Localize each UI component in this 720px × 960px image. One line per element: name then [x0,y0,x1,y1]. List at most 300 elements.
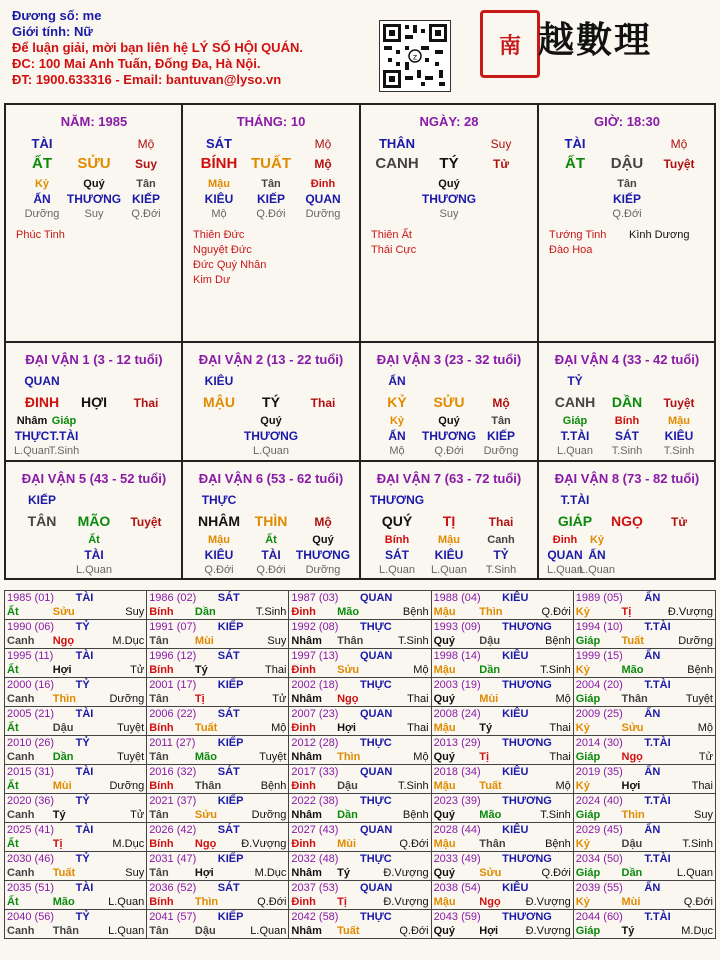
hidden-ten-god: KIÊU [204,192,234,206]
year-stem: Mậu [433,780,456,792]
year-branch: Dần [194,606,216,618]
year-label: 2023 (39) [433,795,481,807]
year-stage: M.Dục [254,867,287,879]
year-cell [147,910,289,939]
luck-ten-god: T.TÀI [560,493,590,507]
year-stage: Bệnh [402,809,429,821]
luck-hidden-stage: L.Quan [75,564,113,576]
luck-hidden-stage: Q.Đới [434,445,464,457]
year-ten-god: KIÊU [502,592,529,604]
luck-ten-god: THƯƠNG [369,493,425,507]
year-cell [5,678,147,707]
year-stem: Bính [149,722,174,734]
year-stage: Q.Đới [541,867,571,879]
year-ten-god: ẤN [644,766,661,778]
luck-hidden-ten-god: TÀI [84,548,104,562]
luck-stem: ĐINH [24,394,60,410]
year-cell [289,794,431,823]
year-cell [147,620,289,649]
year-stage: Đ.Vượng [525,925,571,937]
hidden-stem: Kỷ [34,178,50,190]
year-branch: Dần [621,867,643,879]
annual-luck-table [4,590,716,939]
red-seal-logo: 南 [480,10,540,78]
year-branch: Mùi [621,896,641,908]
luck-hidden-stem: Bính [384,534,410,546]
year-stage: Tuyệt [685,693,713,705]
year-stage: M.Dục [681,925,713,937]
year-label: 2044 (60) [575,911,623,923]
year-label: 2012 (28) [291,737,339,749]
year-label: 1986 (02) [149,592,197,604]
year-ten-god: KIÊU [502,766,529,778]
year-stage: Q.Đới [683,896,713,908]
special-star: Nguyệt Đức [193,244,252,256]
year-branch: Ngọ [479,896,501,908]
year-stem: Tân [149,809,169,821]
earthly-branch: DẬU [610,155,644,172]
luck-branch: NGỌ [611,513,643,529]
luck-hidden-stage: Q.Đới [204,564,234,576]
hidden-stage: Q.Đới [612,208,642,220]
luck-hidden-stem: Đinh [552,534,578,546]
year-stem: Quý [433,693,455,705]
year-label: 2009 (25) [575,708,623,720]
luck-stem: TÂN [27,513,57,529]
year-ten-god: T.TÀI [644,911,671,923]
year-label: 2037 (53) [291,882,339,894]
luck-hidden-stem: Giáp [51,415,77,427]
year-label: 2031 (47) [149,853,197,865]
year-stage: Suy [125,606,145,618]
year-branch: Mùi [52,780,72,792]
year-stage: Bệnh [545,838,571,850]
year-stage: L.Quan [250,925,287,937]
year-stage: Q.Đới [257,896,287,908]
year-branch: Tị [194,693,205,705]
year-label: 2000 (16) [7,679,55,691]
year-label: 2040 (56) [7,911,55,923]
year-branch: Thìn [479,606,503,618]
year-stem: Giáp [575,809,601,821]
year-branch: Tuất [621,635,644,647]
year-stem: Giáp [575,867,601,879]
year-stem: Quý [433,751,455,763]
year-cell [431,678,573,707]
year-cell [289,823,431,852]
branch-stage: Suy [134,157,158,171]
pillar-title: THÁNG: 10 [236,114,306,129]
year-stem: Nhâm [291,693,322,705]
year-cell [5,794,147,823]
year-branch: Tý [337,867,350,879]
hidden-stage: Mộ [211,208,227,220]
year-label: 1987 (03) [291,592,339,604]
year-ten-god: ẤN [644,824,661,836]
year-ten-god: QUAN [359,882,393,894]
hidden-ten-god: KIẾP [131,192,161,206]
year-cell [147,823,289,852]
year-branch: Thìn [621,809,645,821]
luck-hidden-stage: L.Quan [556,445,594,457]
year-ten-god: ẤN [644,708,661,720]
year-cell [289,649,431,678]
luck-period-title: ĐẠI VẬN 2 (13 - 22 tuổi) [198,352,344,367]
luck-hidden-stage: T.Sinh [663,445,695,457]
luck-hidden-stem: Ất [88,534,100,546]
year-ten-god: KIẾP [217,679,244,691]
year-stem: Kỷ [575,838,590,850]
year-stage: Thai [407,722,429,734]
year-label: 1997 (13) [291,650,339,662]
year-ten-god: TỶ [75,621,90,633]
luck-hidden-ten-god: KIÊU [664,429,694,443]
year-label: 2033 (49) [433,853,481,865]
luck-hidden-stem: Giáp [562,415,588,427]
year-ten-god: QUAN [359,592,393,604]
year-cell [5,823,147,852]
year-branch: Dần [52,751,74,763]
year-branch: Tị [479,751,490,763]
year-branch: Ngọ [337,693,359,705]
year-ten-god: THƯƠNG [502,795,552,807]
special-star: Kình Dương [629,229,690,241]
special-star: Thiên Đức [193,229,245,241]
year-branch: Mão [337,606,360,618]
gender: Giới tính: Nữ [12,24,93,39]
year-stem: Quý [433,867,455,879]
year-stem: Quý [433,925,455,937]
brand-logo-text: 越數理 [538,19,653,61]
year-label: 2024 (40) [575,795,623,807]
year-ten-god: TÀI [75,592,94,604]
hidden-stage: Q.Đới [256,208,286,220]
year-stage: Mộ [555,780,571,792]
year-ten-god: THỰC [359,621,392,633]
luck-branch: DẦN [611,394,643,410]
year-branch: Ngọ [621,751,643,763]
year-branch: Hợi [479,925,499,937]
luck-hidden-stage: L.Quan [578,564,616,576]
ten-god-stem: THÂN [378,136,416,151]
year-ten-god: TỶ [75,737,90,749]
year-ten-god: THƯƠNG [502,679,552,691]
year-cell [147,678,289,707]
year-ten-god: KIÊU [502,824,529,836]
luck-hidden-stem: Nhâm [16,415,48,427]
year-ten-god: TỶ [75,795,90,807]
hidden-ten-god: THƯƠNG [421,192,477,206]
year-label: 2039 (55) [575,882,623,894]
year-branch: Mão [621,664,644,676]
year-label: 2026 (42) [149,824,197,836]
luck-stage: Thai [133,396,159,410]
year-ten-god: THƯƠNG [502,911,552,923]
year-stage: T.Sinh [255,606,287,618]
luck-hidden-stem: Bính [614,415,640,427]
luck-hidden-ten-god: SÁT [385,548,409,562]
year-cell [289,736,431,765]
year-ten-god: ẤN [644,592,661,604]
year-branch: Dậu [621,838,643,850]
year-ten-god: TÀI [75,882,94,894]
year-stem: Mậu [433,896,456,908]
year-cell [573,678,715,707]
ten-god-stem: TÀI [31,136,53,151]
pillar-title: GIỜ: 18:30 [593,114,661,129]
year-stem: Ất [7,722,19,734]
year-stem: Nhâm [291,925,322,937]
year-branch: Mão [194,751,217,763]
year-row [5,736,716,765]
year-stage: Thai [691,780,713,792]
luck-ten-god: KIẾP [27,493,57,507]
year-stem: Mậu [433,722,456,734]
year-branch: Mùi [194,635,214,647]
year-label: 2028 (44) [433,824,481,836]
year-branch: Thân [52,925,80,937]
year-ten-god: THỰC [359,795,392,807]
year-cell [289,620,431,649]
year-stem: Canh [7,809,35,821]
year-label: 2015 (31) [7,766,55,778]
year-cell [431,591,573,620]
year-stage: Tử [130,809,145,821]
heavenly-stem: ẤT [565,155,585,172]
year-cell [289,910,431,939]
luck-hidden-stem: Quý [260,415,282,427]
year-branch: Dần [337,809,358,821]
year-stem: Ất [7,780,19,792]
year-stage: Mộ [555,693,571,705]
year-stem: Bính [149,664,174,676]
year-stem: Ất [7,664,19,676]
year-stem: Mậu [433,664,456,676]
year-branch: Hợi [52,664,72,676]
luck-hidden-stage: Mộ [389,445,405,457]
year-row [5,591,716,620]
year-label: 2001 (17) [149,679,197,691]
hidden-stem: Tân [617,178,637,190]
year-stage: T.Sinh [398,780,429,792]
year-ten-god: TỶ [75,679,90,691]
year-stem: Tân [149,867,169,879]
luck-hidden-stage: L.Quan [430,564,468,576]
ten-god-stem: SÁT [206,136,232,151]
year-stage: Suy [125,867,145,879]
luck-hidden-stem: Canh [487,534,515,546]
year-stage: T.Sinh [682,838,713,850]
luck-stage: Tuyệt [130,515,162,529]
year-stage: Tuyệt [259,751,287,763]
year-ten-god: SÁT [217,766,240,778]
year-branch: Hợi [194,867,214,879]
year-label: 1989 (05) [575,592,623,604]
luck-stage: Thai [488,515,514,529]
year-stem: Canh [7,925,35,937]
luck-branch: HỢI [81,394,107,410]
earthly-branch: TUẤT [251,155,291,172]
year-branch: Sửu [337,664,360,676]
year-ten-god: THỰC [359,679,392,691]
year-branch: Dần [479,664,501,676]
year-label: 2011 (27) [149,737,196,749]
year-cell [5,910,147,939]
year-stage: Đ.Vượng [241,838,287,850]
year-branch: Tị [52,838,63,850]
year-ten-god: T.TÀI [644,621,671,633]
year-ten-god: QUAN [359,650,393,662]
year-cell [431,852,573,881]
luck-stem: NHÂM [198,513,240,529]
luck-hidden-stage: L.Quan [378,564,416,576]
luck-hidden-stem: Kỷ [589,534,605,546]
year-row [5,649,716,678]
year-cell [5,649,147,678]
year-branch: Sửu [621,722,644,734]
year-ten-god: SÁT [217,708,240,720]
luck-hidden-stage: T.Sinh [611,445,643,457]
luck-hidden-ten-god: TÀI [261,548,281,562]
year-stem: Canh [7,751,35,763]
year-stem: Giáp [575,693,601,705]
luck-hidden-stem: Kỷ [389,415,405,427]
year-stage: T.Sinh [398,635,429,647]
stem-stage: Mộ [670,137,688,151]
year-stage: Bệnh [260,780,287,792]
year-label: 2018 (34) [433,766,481,778]
year-label: 2034 (50) [575,853,623,865]
branch-stage: Tuyệt [663,157,695,171]
year-ten-god: TỶ [75,853,90,865]
year-stage: Dưỡng [109,780,145,792]
year-branch: Mùi [337,838,357,850]
year-stage: Suy [694,809,713,821]
year-label: 2036 (52) [149,882,197,894]
special-star: Thái Cực [371,244,417,256]
year-stage: Tử [130,664,145,676]
year-stage: Dưỡng [251,809,287,821]
stem-stage: Mộ [137,137,155,151]
year-row [5,678,716,707]
year-label: 2029 (45) [575,824,623,836]
year-stage: Bệnh [402,606,429,618]
year-cell [431,881,573,910]
year-cell [5,707,147,736]
year-stem: Kỷ [575,722,590,734]
hidden-stem: Mậu [208,178,230,190]
year-ten-god: SÁT [217,592,240,604]
year-stem: Đinh [291,838,316,850]
year-branch: Dậu [194,925,216,937]
year-branch: Thân [194,780,222,792]
year-row [5,823,716,852]
luck-hidden-stem: Quý [438,415,460,427]
year-branch: Tý [479,722,493,734]
luck-hidden-stem: Tân [491,415,511,427]
year-stem: Đinh [291,896,316,908]
year-stem: Ất [7,838,19,850]
year-stage: L.Quan [676,867,713,879]
hidden-ten-god: THƯƠNG [66,192,122,206]
year-stem: Đinh [291,722,316,734]
year-ten-god: KIẾP [217,795,244,807]
year-stem: Đinh [291,606,316,618]
year-stem: Kỷ [575,606,590,618]
year-branch: Thân [479,838,506,850]
year-label: 1992 (08) [291,621,339,633]
year-label: 1985 (01) [7,592,55,604]
year-ten-god: TÀI [75,650,94,662]
year-stem: Ất [7,896,19,908]
luck-hidden-stage: L.Quan [546,564,584,576]
year-stage: T.Sinh [540,664,571,676]
year-stage: Đ.Vượng [383,896,429,908]
luck-hidden-stem: Mậu [208,534,230,546]
luck-hidden-stem: Ất [265,534,277,546]
year-branch: Hợi [337,722,356,734]
year-stem: Tân [149,751,169,763]
year-stem: Nhâm [291,751,322,763]
year-stage: Tử [272,693,287,705]
svg-text:z: z [412,52,418,62]
year-label: 1993 (09) [433,621,481,633]
branch-stage: Tử [492,157,510,171]
ten-god-stem: TÀI [564,136,586,151]
luck-hidden-ten-god: KIẾP [486,429,516,443]
year-cell [147,591,289,620]
year-ten-god: T.TÀI [644,737,671,749]
year-ten-god: TÀI [75,766,94,778]
year-branch: Tý [621,925,635,937]
year-cell [573,707,715,736]
year-stage: Tuyệt [117,722,145,734]
year-ten-god: TỶ [75,911,90,923]
pillar-title: NGÀY: 28 [419,114,479,129]
year-cell [147,707,289,736]
stem-stage: Mộ [314,137,332,151]
year-cell [573,794,715,823]
year-stage: Mộ [413,664,429,676]
year-ten-god: THƯƠNG [502,853,552,865]
year-stage: Thai [407,693,429,705]
luck-hidden-stem: Mậu [438,534,460,546]
hidden-stage: Q.Đới [131,208,161,220]
year-cell [573,649,715,678]
year-cell [573,910,715,939]
year-cell [573,736,715,765]
luck-hidden-ten-god: THƯƠNG [295,548,351,562]
year-stage: M.Dục [112,838,145,850]
heavenly-stem: CANH [375,155,419,172]
year-label: 1988 (04) [433,592,481,604]
luck-hidden-ten-god: QUAN [547,548,583,562]
year-ten-god: QUAN [359,766,393,778]
year-label: 2035 (51) [7,882,55,894]
year-ten-god: KIÊU [502,650,529,662]
year-label: 2017 (33) [291,766,339,778]
year-stem: Giáp [575,751,601,763]
year-cell [289,591,431,620]
year-branch: Sửu [52,606,75,618]
year-stage: Dưỡng [109,693,145,705]
special-star: Tướng Tinh [549,229,607,241]
year-branch: Tuất [337,925,360,937]
year-ten-god: ẤN [644,882,661,894]
luck-hidden-ten-god: T.TÀI [560,429,590,443]
owner-name: Đương số: me [12,8,102,23]
year-branch: Tuất [194,722,218,734]
